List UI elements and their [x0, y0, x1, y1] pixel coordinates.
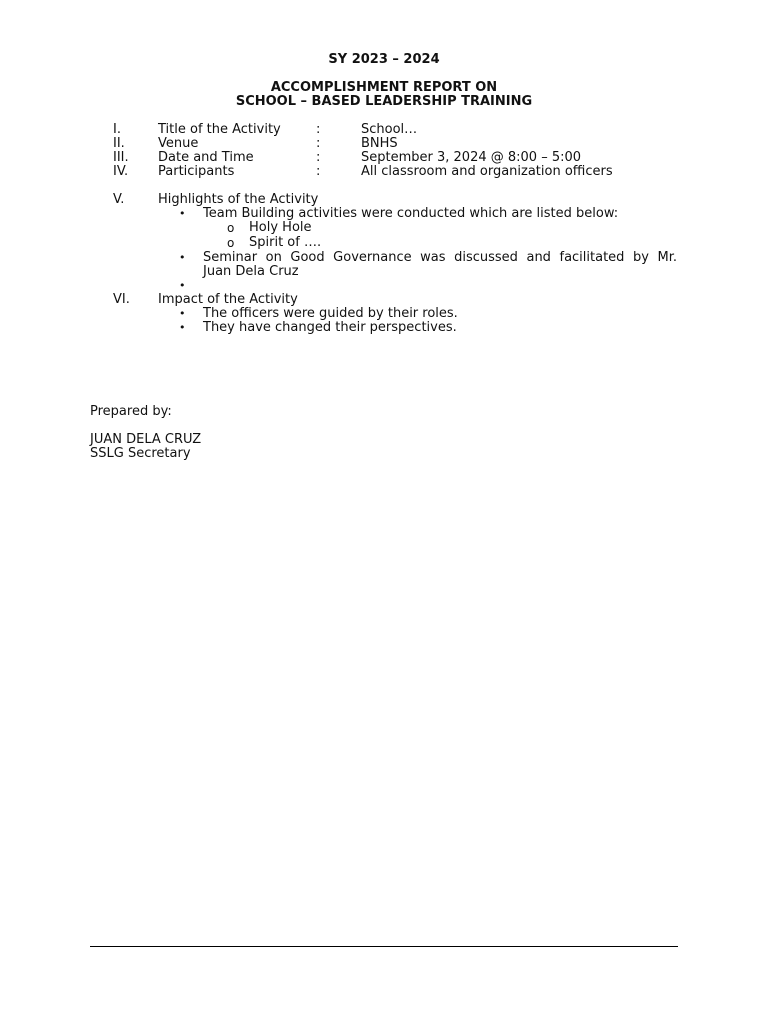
sub-bullet-icon: o [227, 236, 235, 250]
detail-label: Title of the Activity [158, 122, 281, 137]
detail-value: BNHS [361, 136, 398, 151]
prepared-by-label: Prepared by: [90, 404, 172, 419]
sub-list-item-text: Holy Hole [249, 220, 312, 235]
bullet-icon: • [179, 207, 186, 220]
detail-value: School… [361, 122, 418, 137]
detail-label: Participants [158, 164, 235, 179]
detail-label: Venue [158, 136, 199, 151]
report-title-line2: SCHOOL – BASED LEADERSHIP TRAINING [235, 94, 533, 109]
detail-label: Date and Time [158, 150, 254, 165]
bullet-icon: • [179, 307, 186, 320]
list-item-text: Juan Dela Cruz [203, 264, 299, 279]
school-year: SY 2023 – 2024 [328, 52, 440, 67]
detail-number: II. [113, 136, 125, 151]
detail-value: September 3, 2024 @ 8:00 – 5:00 [361, 150, 582, 165]
detail-colon: : [316, 150, 321, 165]
sub-list-item-text: Spirit of …. [249, 235, 322, 250]
detail-number: IV. [113, 164, 129, 179]
detail-colon: : [316, 136, 321, 151]
section-number: VI. [113, 292, 130, 307]
detail-number: III. [113, 150, 129, 165]
detail-colon: : [316, 122, 321, 137]
preparer-position: SSLG Secretary [90, 446, 191, 461]
list-item-text: Team Building activities were conducted which are listed below: [203, 206, 619, 221]
detail-number: I. [113, 122, 121, 137]
section-heading: Highlights of the Activity [158, 192, 319, 207]
preparer-name: JUAN DELA CRUZ [90, 432, 202, 447]
detail-value: All classroom and organization officers [361, 164, 613, 179]
bullet-icon: • [179, 251, 186, 264]
list-item-text: Seminar on Good Governance was discussed and facilitated by Mr. [203, 250, 677, 265]
bullet-icon: • [179, 321, 186, 334]
bullet-icon: • [179, 279, 186, 292]
sub-bullet-icon: o [227, 221, 235, 235]
section-heading: Impact of the Activity [158, 292, 298, 307]
report-title-line1: ACCOMPLISHMENT REPORT ON [270, 80, 498, 95]
detail-colon: : [316, 164, 321, 179]
list-item-text: They have changed their perspectives. [203, 320, 457, 335]
section-number: V. [113, 192, 125, 207]
footer-divider [90, 946, 678, 947]
list-item-text: The officers were guided by their roles. [203, 306, 458, 321]
